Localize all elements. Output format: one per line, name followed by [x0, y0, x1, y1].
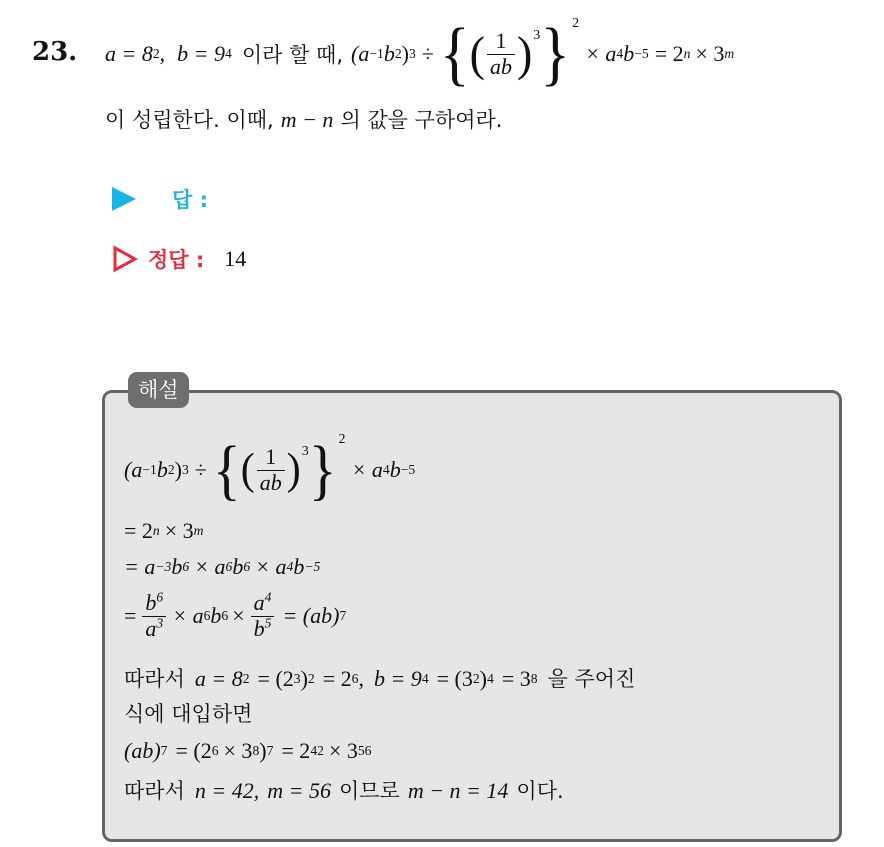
right-paren: ): [516, 26, 533, 81]
solution-line-3: = a −3 b 6 × a 6 b 6 × a 4 b −5: [124, 554, 321, 579]
b6-over-a3: $\frac{b^6}{a^3}$: [142, 591, 166, 640]
solution-fraction: $\frac{1}{ab}$: [257, 445, 285, 494]
answer-label: 답 :: [172, 188, 208, 212]
solution-line-8: 따라서 n = 42, m = 56 이므로 m − n = 14 이다.: [124, 778, 564, 803]
answer-row: [112, 184, 208, 214]
solution-line-4: = $\frac{b^6}{a^3}$ × a 6 b 6 × $\frac{a^4}{b^5}$ = (ab) 7: [124, 589, 347, 641]
solution-line-1: (a −1 b 2 ) 3 ÷ { ( $\frac{1}{ab}$ ) 3 } 2 × a 4 b −5: [124, 432, 416, 507]
fraction-one-over-ab: $\frac{1}{ab}$: [487, 29, 515, 78]
question-number: 23.: [32, 37, 78, 67]
right-brace: }: [540, 14, 571, 94]
correct-answer-value: 14: [224, 246, 247, 271]
a4-over-b5: $\frac{a^4}{b^5}$: [251, 591, 275, 640]
correct-answer-row: [112, 244, 246, 274]
solution-tab-label: 해설: [128, 372, 189, 408]
solution-line-6: 식에 대입하면: [124, 702, 253, 726]
correct-answer-label: 정답 :: [148, 248, 205, 272]
question-line-2: 이 성립한다. 이때, m − n 의 값을 구하여라.: [105, 107, 503, 132]
condition-text: 이라 할 때,: [241, 43, 344, 67]
left-paren: (: [469, 26, 485, 81]
m-minus-n: m − n: [280, 107, 334, 132]
a-definition: a = 8: [105, 41, 153, 66]
outline-triangle-icon: [112, 245, 138, 273]
solution-line-5: 따라서 a = 8 2 = (2 3 ) 2 = 2 6 , b = 9 4 = (3 2 ) 4 = 3 8 을 주어진: [124, 666, 636, 691]
question-line-1: a = 8 2 , b = 9 4 이라 할 때, (a −1 b 2 ) 3 ÷ { ( $\frac{1}{ab}$ ) 3 } 2 × a 4 b −5 = 2 n × 3 m: [105, 14, 735, 94]
solution-line-7: (ab) 7 = (2 6 × 3 8 ) 7 = 2 42 × 3 56: [124, 738, 372, 763]
left-brace: {: [439, 14, 470, 94]
play-triangle-icon: [112, 187, 136, 211]
solution-line-2: = 2 n × 3 m: [124, 518, 204, 543]
b-definition: b = 9: [177, 41, 226, 66]
